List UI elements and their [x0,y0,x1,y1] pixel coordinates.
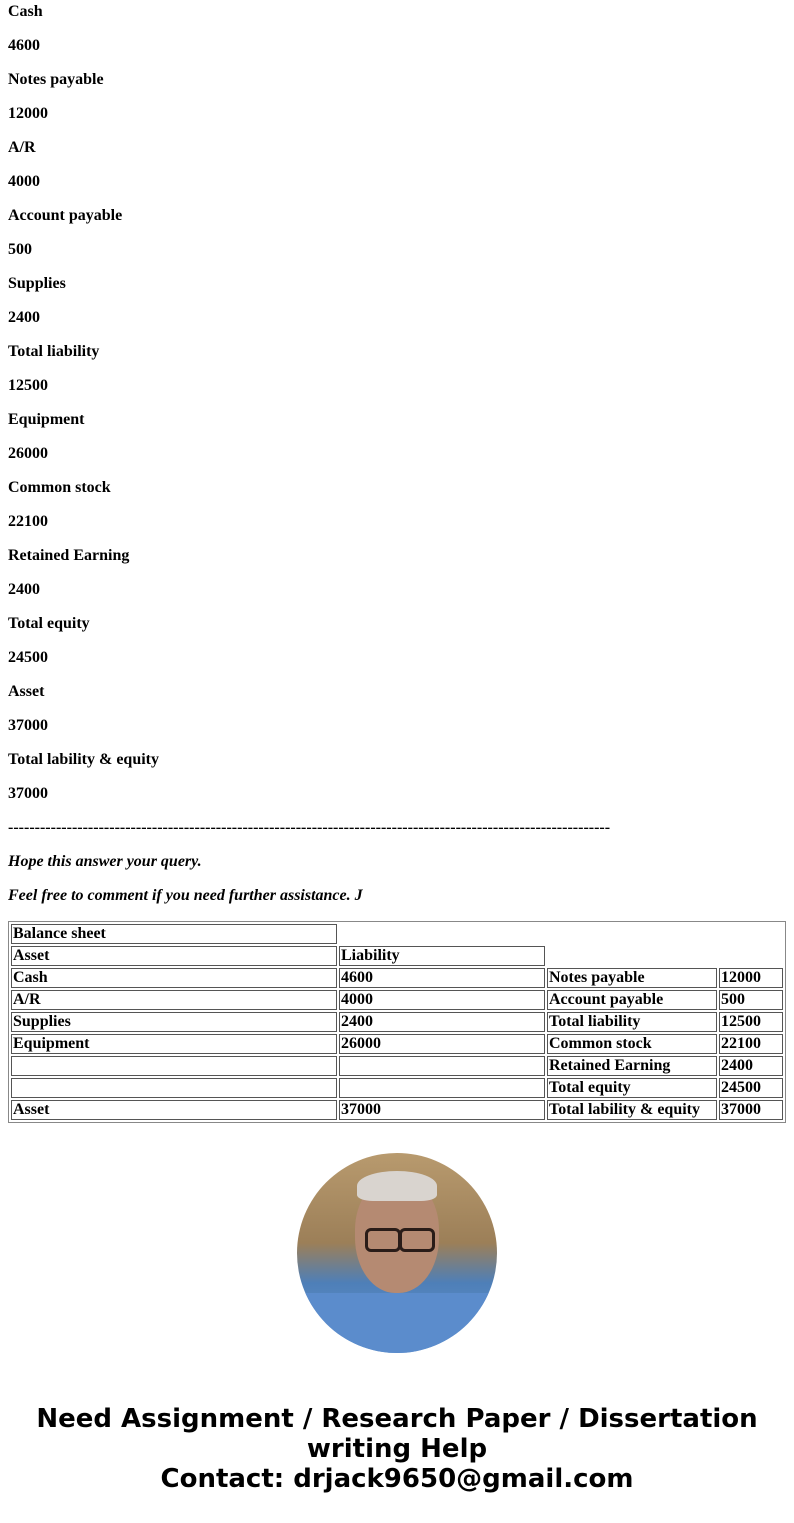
answer-line: Account payable [8,207,123,224]
table-cell: 12500 [719,1012,783,1032]
table-cell: Supplies [11,1012,337,1032]
table-cell: 26000 [339,1034,545,1054]
header-liability: Liability [339,946,545,966]
answer-content [8,0,786,1123]
balance-sheet-table [8,921,786,1123]
answer-line: 12000 [8,105,48,122]
table-cell: 24500 [719,1078,783,1098]
promo-banner [0,1404,794,1494]
table-row [11,1056,783,1076]
answer-line: Notes payable [8,71,104,88]
answer-line: Asset [8,683,45,700]
table-cell: Cash [11,968,337,988]
answer-line: Supplies [8,275,66,292]
table-cell: 2400 [719,1056,783,1076]
table-cell [339,1056,545,1076]
table-cell: 2400 [339,1012,545,1032]
table-cell: 37000 [719,1100,783,1120]
answer-line: 4600 [8,37,40,54]
table-cell: Account payable [547,990,717,1010]
answer-line: Total lability & equity [8,751,159,768]
answer-line: A/R [8,139,36,156]
answer-line: Retained Earning [8,547,130,564]
table-cell [11,1078,337,1098]
table-cell: Retained Earning [547,1056,717,1076]
separator: ----------------------------------------------------------------------------------------------------------------- [8,819,611,836]
table-cell: Total liability [547,1012,717,1032]
table-cell [11,1056,337,1076]
answer-line: Total equity [8,615,90,632]
answer-line: 37000 [8,785,48,802]
table-row [11,968,783,988]
table-header-row [11,946,783,966]
answer-line: Common stock [8,479,111,496]
answer-line: Cash [8,3,43,20]
table-cell: A/R [11,990,337,1010]
answer-line: 2400 [8,309,40,326]
answer-line: 500 [8,241,32,258]
answer-line: Total liability [8,343,100,360]
answer-line: 22100 [8,513,48,530]
table-cell: 500 [719,990,783,1010]
table-cell: 4600 [339,968,545,988]
table-cell: 22100 [719,1034,783,1054]
table-cell: Equipment [11,1034,337,1054]
answer-line: 24500 [8,649,48,666]
answer-line: 12500 [8,377,48,394]
table-row [11,1078,783,1098]
table-cell: 12000 [719,968,783,988]
promo-headline: Need Assignment / Research Paper / Dissertation writing Help [36,1404,758,1464]
promo-contact[interactable]: Contact: drjack9650@gmail.com [160,1464,634,1494]
author-avatar [297,1153,497,1353]
answer-line: 37000 [8,717,48,734]
table-cell: 37000 [339,1100,545,1120]
closing-line-2: Feel free to comment if you need further assistance. J [8,887,363,904]
table-row [11,1012,783,1032]
answer-line: 4000 [8,173,40,190]
table-row [11,1034,783,1054]
table-cell: Total lability & equity [547,1100,717,1120]
table-cell [339,1078,545,1098]
answer-line: 26000 [8,445,48,462]
header-asset: Asset [11,946,337,966]
table-cell: Notes payable [547,968,717,988]
table-cell: Common stock [547,1034,717,1054]
answer-lines [8,3,786,803]
table-title: Balance sheet [11,924,337,944]
table-title-row [11,924,783,944]
table-cell: Asset [11,1100,337,1120]
answer-line: 2400 [8,581,40,598]
table-row [11,990,783,1010]
closing-line-1: Hope this answer your query. [8,853,202,870]
table-cell: Total equity [547,1078,717,1098]
table-row [11,1100,783,1120]
table-cell: 4000 [339,990,545,1010]
answer-line: Equipment [8,411,85,428]
